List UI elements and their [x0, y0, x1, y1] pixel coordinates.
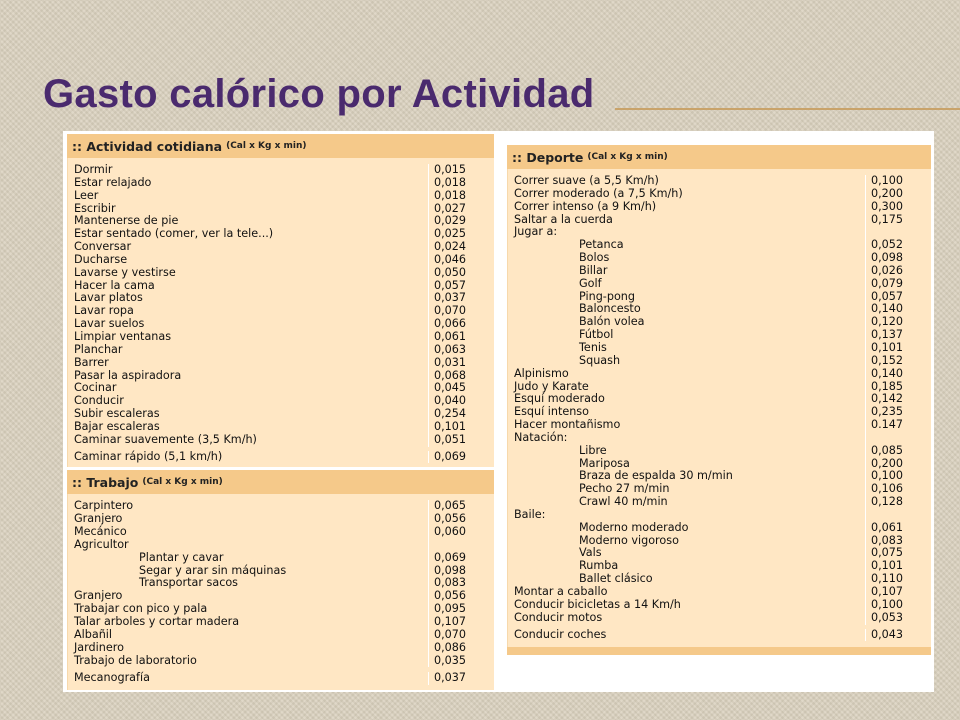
activity-value: 0,100: [871, 174, 904, 187]
activity-value: 0,110: [871, 572, 904, 586]
name-column: [508, 629, 866, 642]
activity-name: Petanca: [579, 238, 624, 252]
activity-value: 0,086: [434, 640, 467, 654]
activity-name: Crawl 40 m/min: [579, 495, 668, 509]
activity-name: Lavar suelos: [74, 317, 145, 331]
activity-value: 0,043: [871, 627, 904, 641]
activity-name: Barrer: [74, 355, 109, 369]
activity-value: 0,056: [434, 589, 467, 603]
activity-name: Lavar platos: [74, 291, 143, 305]
activity-value: 0,140: [871, 302, 904, 316]
value-column: [866, 629, 931, 642]
section-header-deporte: [507, 145, 931, 169]
activity-name: Leer: [74, 188, 99, 202]
activity-name: Lavarse y vestirse: [74, 265, 176, 279]
activity-name: Pasar la aspiradora: [74, 368, 182, 382]
activity-value: 0,066: [434, 317, 467, 331]
activity-name: Tenis: [579, 340, 607, 354]
activity-name: Granjero: [74, 512, 123, 526]
activity-name: Saltar a la cuerda: [514, 212, 613, 226]
activity-value: 0,015: [434, 163, 467, 176]
activity-value: 0,175: [871, 212, 904, 226]
activity-name: Trabajo de laboratorio: [74, 653, 197, 667]
activity-value: 0,060: [434, 525, 467, 539]
section-header-trabajo: [67, 470, 494, 494]
activity-value: 0,065: [434, 499, 467, 513]
activity-value: 0,057: [434, 278, 467, 292]
activity-value: 0,027: [434, 201, 467, 215]
value-column: [429, 164, 494, 447]
table-footer-strip: [507, 647, 931, 655]
table-trabajo-last: [67, 667, 494, 690]
activity-name: Baile:: [514, 507, 546, 521]
activity-value: 0,052: [871, 238, 904, 252]
left-column: [67, 134, 494, 690]
activity-name: Bolos: [579, 251, 610, 265]
activity-value: 0,142: [871, 392, 904, 406]
name-column: [68, 451, 429, 464]
activity-name: Judo y Karate: [514, 379, 589, 393]
name-column: [68, 164, 429, 447]
activity-name: Hacer montañismo: [514, 418, 621, 432]
activity-name: Jugar a:: [514, 225, 558, 239]
activity-value: 0,040: [434, 394, 467, 408]
activity-name: Squash: [579, 353, 621, 367]
activity-name: Conversar: [74, 240, 132, 254]
activity-value: 0,101: [434, 419, 467, 433]
activity-value: 0,024: [434, 240, 467, 254]
activity-name: Caminar suavemente (3,5 Km/h): [74, 432, 257, 446]
activity-name: Caminar rápido (5,1 km/h): [74, 449, 223, 463]
activity-name: Talar arboles y cortar madera: [74, 615, 240, 628]
activity-name: Planchar: [74, 342, 123, 356]
activity-value: 0,070: [434, 304, 467, 318]
activity-value: 0,300: [871, 199, 904, 213]
activity-name: Montar a caballo: [514, 585, 608, 598]
activity-name: Fútbol: [579, 328, 614, 342]
right-column: [507, 145, 931, 655]
activity-value: 0,152: [871, 353, 904, 367]
activity-name: Moderno vigoroso: [579, 533, 679, 547]
activity-value: 0,061: [871, 520, 904, 534]
activity-value: [429, 539, 494, 552]
name-column: [508, 175, 866, 625]
activity-name: Lavar ropa: [74, 304, 134, 318]
activity-value: 0,053: [871, 610, 904, 624]
value-column: [429, 451, 494, 464]
activity-name: Hacer la cama: [74, 278, 155, 292]
activity-name: Trabajar con pico y pala: [74, 602, 208, 616]
table-trabajo: [67, 494, 494, 667]
activity-value: 0,100: [871, 469, 904, 483]
activity-name: Moderno moderado: [579, 520, 689, 534]
activity-name: Correr intenso (a 9 Km/h): [514, 199, 657, 213]
activity-name: Braza de espalda 30 m/min: [579, 469, 733, 483]
section-title: :: Actividad cotidiana: [72, 138, 223, 154]
value-column: [429, 672, 494, 685]
activity-value: 0,106: [871, 482, 904, 496]
activity-name: Correr suave (a 5,5 Km/h): [514, 174, 659, 187]
activity-name: Estar relajado: [74, 175, 152, 189]
activity-name: Libre: [579, 443, 607, 457]
section-unit: (Cal x Kg x min): [587, 152, 668, 162]
activity-name: Vals: [579, 546, 602, 560]
activity-value: 0,085: [871, 443, 904, 457]
activity-value: 0,137: [871, 328, 904, 342]
activity-value: 0,056: [434, 512, 467, 526]
activity-value: 0,101: [871, 559, 904, 573]
activity-name: Jardinero: [74, 640, 124, 654]
table-cotidiana: [67, 158, 494, 447]
activity-name: Ducharse: [74, 252, 128, 266]
activity-value: 0,069: [434, 550, 467, 564]
activity-value: 0,128: [871, 495, 904, 509]
activity-value: 0,070: [434, 627, 467, 641]
activity-name: Esquí intenso: [514, 405, 589, 419]
activity-value: 0,068: [434, 368, 467, 382]
activity-name: Limpiar ventanas: [74, 329, 172, 343]
activity-value: 0,079: [871, 276, 904, 290]
activity-value: 0,069: [434, 449, 467, 463]
activity-value: 0,018: [434, 175, 467, 189]
activity-name: Balón volea: [579, 315, 645, 329]
activity-value: 0,025: [434, 227, 467, 241]
activity-name: Conducir bicicletas a 14 Km/h: [514, 597, 681, 611]
activity-value: 0,075: [871, 546, 904, 560]
activity-value: 0,031: [434, 355, 467, 369]
activity-value: 0,098: [871, 251, 904, 265]
activity-value: 0,083: [434, 576, 467, 590]
activity-name: Pecho 27 m/min: [579, 482, 670, 496]
activity-name: Albañil: [74, 627, 113, 641]
name-column: [68, 672, 429, 685]
section-title: :: Trabajo: [72, 474, 139, 490]
activity-name: Bajar escaleras: [74, 419, 160, 433]
activity-name: Agricultor: [74, 537, 129, 551]
activity-name: Transportar sacos: [139, 576, 239, 590]
activity-value: 0,095: [434, 602, 467, 616]
activity-value: 0,101: [871, 340, 904, 354]
activity-name: Subir escaleras: [74, 407, 160, 421]
activity-name: Ping-pong: [579, 289, 635, 303]
activity-value: 0,051: [434, 432, 467, 446]
activity-value: 0,035: [434, 653, 467, 667]
activity-value: 0,100: [871, 597, 904, 611]
activity-name: Golf: [579, 276, 602, 290]
activity-name: Natación:: [514, 430, 568, 444]
activity-name: Correr moderado (a 7,5 Km/h): [514, 186, 683, 200]
section-title: :: Deporte: [512, 149, 584, 165]
activity-value: 0,098: [434, 563, 467, 577]
activity-value: 0,057: [871, 289, 904, 303]
activity-value: 0,061: [434, 329, 467, 343]
value-column: [429, 500, 494, 667]
activity-name: Cocinar: [74, 381, 117, 395]
activity-name: Mecánico: [74, 525, 127, 539]
activity-value: 0,050: [434, 265, 467, 279]
activity-name: Alpinismo: [514, 366, 569, 380]
activity-name: Mariposa: [579, 456, 630, 470]
activity-name: Baloncesto: [579, 302, 641, 316]
activity-value: 0,185: [871, 379, 904, 393]
activity-value: 0,254: [434, 407, 467, 421]
activity-value: 0.147: [871, 418, 904, 432]
activity-value: 0,045: [434, 381, 467, 395]
activity-name: Conducir coches: [514, 627, 607, 641]
activity-value: 0,120: [871, 315, 904, 329]
activity-name: Conducir: [74, 394, 124, 408]
table-deporte: [507, 169, 931, 625]
activity-name: Billar: [579, 263, 608, 277]
page-title: Gasto calórico por Actividad: [43, 72, 595, 116]
activity-value: 0,046: [434, 252, 467, 266]
activity-value: 0,029: [434, 214, 467, 228]
title-rule: [615, 108, 960, 110]
section-unit: (Cal x Kg x min): [226, 141, 307, 151]
activity-value: [866, 432, 931, 445]
activity-value: 0,140: [871, 366, 904, 380]
activity-name: Conducir motos: [514, 610, 603, 624]
activity-name: Estar sentado (comer, ver la tele...): [74, 227, 274, 241]
activity-name: Ballet clásico: [579, 572, 653, 586]
activity-name: Mantenerse de pie: [74, 214, 179, 228]
section-unit: (Cal x Kg x min): [142, 477, 223, 488]
section-header-cotidiana: [67, 134, 494, 158]
activity-name: Dormir: [74, 163, 113, 176]
activity-value: 0,083: [871, 533, 904, 547]
activity-name: Carpintero: [74, 499, 134, 513]
table-deporte-last: [507, 625, 931, 648]
activity-value: 0,063: [434, 342, 467, 356]
activity-value: 0,026: [871, 263, 904, 277]
activity-value: 0,037: [434, 671, 467, 685]
activity-value: 0,018: [434, 188, 467, 202]
activity-value: 0,037: [434, 291, 467, 305]
activity-value: 0,200: [871, 456, 904, 470]
activity-name: Mecanografía: [74, 671, 150, 685]
activity-name: Esquí moderado: [514, 392, 605, 406]
activity-name: Plantar y cavar: [139, 550, 224, 564]
name-column: [68, 500, 429, 667]
activity-value: 0,107: [434, 615, 467, 628]
activity-name: Segar y arar sin máquinas: [139, 563, 287, 577]
table-cotidiana-last: [67, 447, 494, 468]
activity-name: Granjero: [74, 589, 123, 603]
value-column: [866, 175, 931, 625]
activity-value: 0,235: [871, 405, 904, 419]
activity-name: Rumba: [579, 559, 619, 573]
activity-name: Escribir: [74, 201, 116, 215]
activity-value: 0,107: [871, 585, 904, 598]
activity-value: [866, 509, 931, 522]
activity-value: 0,200: [871, 186, 904, 200]
